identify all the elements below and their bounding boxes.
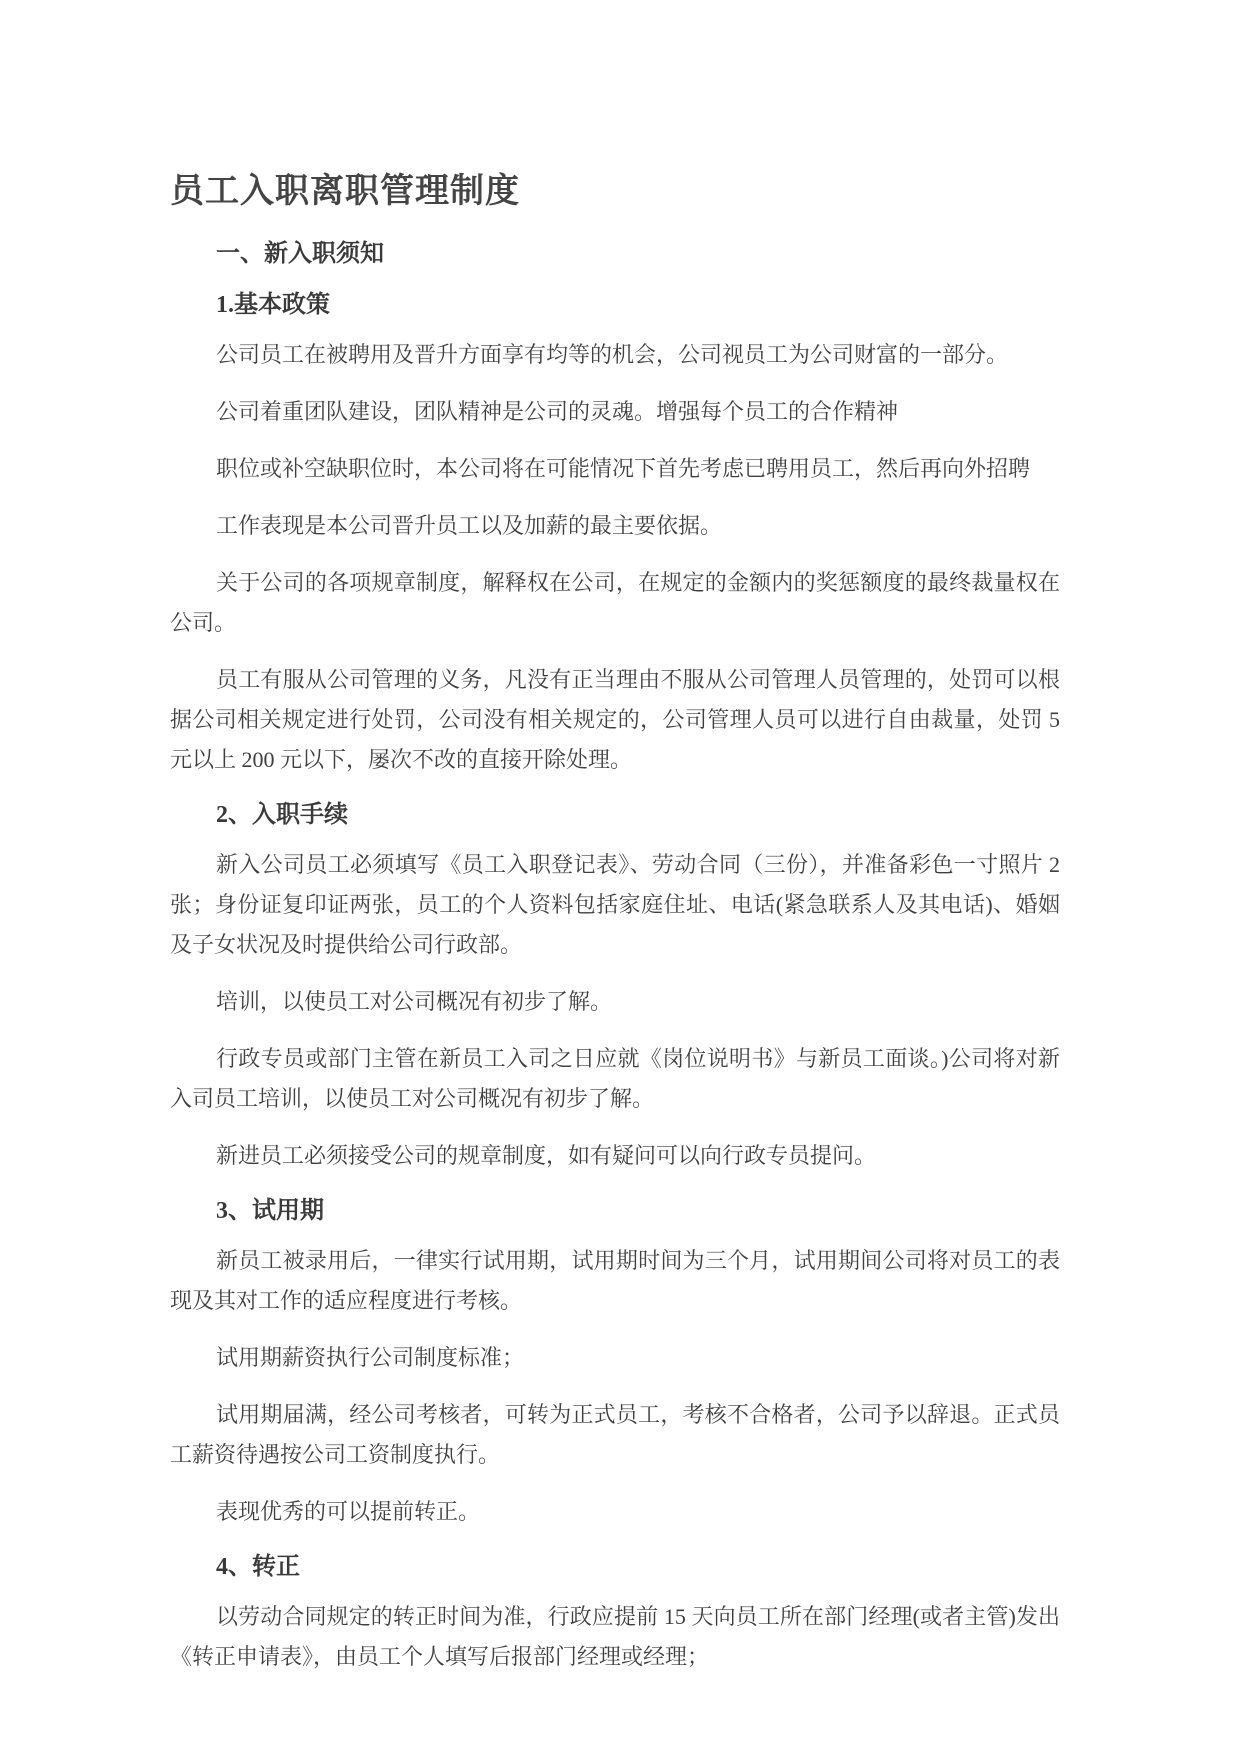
- paragraph: 新进员工必须接受公司的规章制度，如有疑问可以向行政专员提问。: [216, 1143, 877, 1169]
- paragraph: 以劳动合同规定的转正时间为准，行政应提前 15 天向员工所在部门经理(或者主管)发出《转正申请表》，由员工个人填写后报部门经理或经理；: [170, 1604, 1060, 1670]
- paragraph: 公司着重团队建设，团队精神是公司的灵魂。增强每个员工的合作精神: [216, 398, 899, 424]
- paragraph: 员工有服从公司管理的义务，凡没有正当理由不服从公司管理人员管理的，处罚可以根据公司相关规定进行处罚，公司没有相关规定的，公司管理人员可以进行自由裁量，处罚 5 元以上 200 元以下，屡次不改的直接开除处理。: [170, 666, 1060, 772]
- section-heading-1: 一、新入职须知: [216, 240, 384, 267]
- paragraph: 公司员工在被聘用及晋升方面享有均等的机会，公司视员工为公司财富的一部分。: [216, 341, 1009, 367]
- paragraph: 表现优秀的可以提前转正。: [216, 1499, 481, 1525]
- paragraph: 工作表现是本公司晋升员工以及加薪的最主要依据。: [216, 512, 723, 538]
- paragraph: 行政专员或部门主管在新员工入司之日应就《岗位说明书》与新员工面谈。)公司将对新入司员工培训，以使员工对公司概况有初步了解。: [170, 1046, 1060, 1112]
- document-title: 员工入职离职管理制度: [170, 172, 520, 210]
- paragraph: 试用期薪资执行公司制度标准；: [216, 1345, 525, 1371]
- paragraph: 培训，以使员工对公司概况有初步了解。: [216, 989, 613, 1015]
- subsection-heading-basic-policy: 1.基本政策: [216, 291, 330, 318]
- subsection-heading-regularization: 4、转正: [216, 1554, 300, 1581]
- paragraph: 新员工被录用后，一律实行试用期，试用期时间为三个月，试用期间公司将对员工的表现及其对工作的适应程度进行考核。: [170, 1248, 1060, 1314]
- paragraph: 关于公司的各项规章制度，解释权在公司，在规定的金额内的奖惩额度的最终裁量权在公司。: [170, 569, 1060, 635]
- subsection-heading-probation: 3、试用期: [216, 1198, 324, 1225]
- paragraph: 职位或补空缺职位时，本公司将在可能情况下首先考虑已聘用员工，然后再向外招聘: [216, 455, 1031, 481]
- paragraph: 新入公司员工必须填写《员工入职登记表》、劳动合同（三份），并准备彩色一寸照片 2 张；身份证复印证两张，员工的个人资料包括家庭住址、电话(紧急联系人及其电话)、婚姻及子女状况及时提供给公司行政部。: [170, 852, 1060, 958]
- paragraph: 试用期届满，经公司考核者，可转为正式员工，考核不合格者，公司予以辞退。正式员工薪资待遇按公司工资制度执行。: [170, 1402, 1060, 1468]
- subsection-heading-onboarding-procedure: 2、入职手续: [216, 801, 348, 828]
